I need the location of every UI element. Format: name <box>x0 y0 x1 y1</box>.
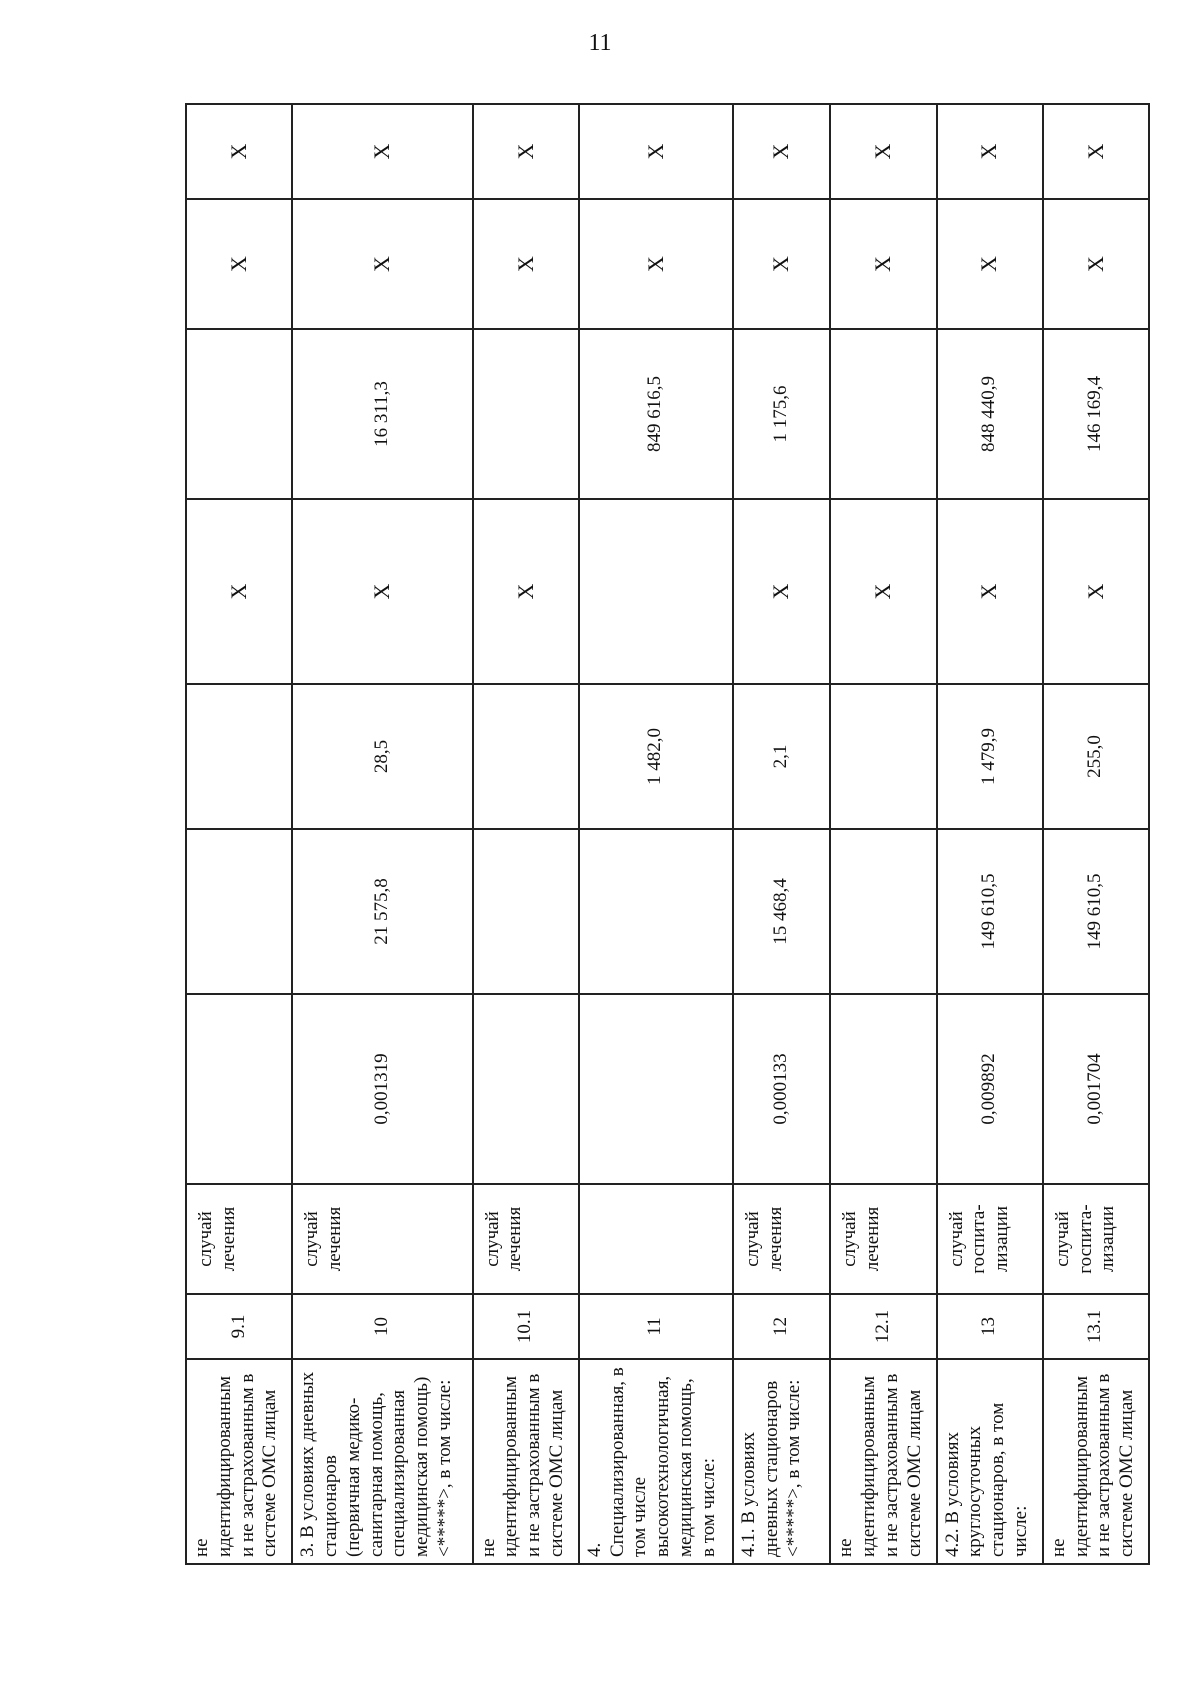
table-cell-total-budget <box>830 329 936 499</box>
table-cell-cost-per-unit <box>579 829 733 994</box>
table-cell-per-capita-budget: 2,1 <box>733 684 831 829</box>
table-cell-total-budget: 16 311,3 <box>292 329 472 499</box>
table-cell-total-budget <box>473 329 579 499</box>
table-cell-total-oms: X <box>579 199 733 329</box>
table-cell-total-budget: 146 169,4 <box>1043 329 1149 499</box>
table-cell-per-capita-oms: X <box>186 499 292 684</box>
table-cell-cost-per-unit: 21 575,8 <box>292 829 472 994</box>
table-cell-per-capita-oms: X <box>830 499 936 684</box>
table-cell-percent: X <box>292 104 472 199</box>
table-cell-name: 3. В условиях дневных стационаров (первичная медико-санитарная помощь, специализированная медицинская помощь) <*****>, в том числе: <box>292 1359 472 1564</box>
table-cell-cost-per-unit <box>186 829 292 994</box>
table-cell-name: 4. Специализированная, в том числе высокотехнологичная, медицинская помощь, в том числе: <box>579 1359 733 1564</box>
table-cell-percent: X <box>186 104 292 199</box>
table-cell-total-budget: 1 175,6 <box>733 329 831 499</box>
table-cell-volume-norm: 0,009892 <box>937 994 1043 1184</box>
table-cell-percent: X <box>1043 104 1149 199</box>
table-cell-name: не идентифицированным и не застрахованным в системе ОМС лицам <box>473 1359 579 1564</box>
financing-table <box>185 103 1150 1565</box>
table-cell-code: 10.1 <box>473 1294 579 1359</box>
table-cell-unit: случай лечения <box>186 1184 292 1294</box>
table-row <box>1043 104 1149 1564</box>
table-cell-code: 10 <box>292 1294 472 1359</box>
table-cell-per-capita-oms: X <box>1043 499 1149 684</box>
table-row <box>186 104 292 1564</box>
table-cell-total-oms: X <box>292 199 472 329</box>
table-cell-volume-norm <box>186 994 292 1184</box>
table-cell-total-oms: X <box>830 199 936 329</box>
table-cell-total-oms: X <box>937 199 1043 329</box>
table-cell-total-oms: X <box>733 199 831 329</box>
table-cell-name: 4.2. В условиях круглосуточных стационаров, в том числе: <box>937 1359 1043 1564</box>
table-cell-percent: X <box>473 104 579 199</box>
table-cell-per-capita-oms: X <box>733 499 831 684</box>
table-cell-name: 4.1. В условиях дневных стационаров <*****>, в том числе: <box>733 1359 831 1564</box>
table-cell-total-budget <box>186 329 292 499</box>
table-cell-total-oms: X <box>473 199 579 329</box>
table-cell-volume-norm <box>579 994 733 1184</box>
table-row <box>830 104 936 1564</box>
table-cell-per-capita-oms <box>579 499 733 684</box>
table-cell-unit <box>579 1184 733 1294</box>
table-cell-unit: случай лечения <box>473 1184 579 1294</box>
page-number: 11 <box>588 30 612 56</box>
table-cell-volume-norm: 0,001704 <box>1043 994 1149 1184</box>
table-cell-name: не идентифицированным и не застрахованным в системе ОМС лицам <box>1043 1359 1149 1564</box>
table-cell-cost-per-unit <box>830 829 936 994</box>
table-cell-per-capita-budget <box>186 684 292 829</box>
table-row <box>473 104 579 1564</box>
table-cell-percent: X <box>937 104 1043 199</box>
table-cell-unit: случай лечения <box>292 1184 472 1294</box>
table-cell-name: не идентифицированным и не застрахованным в системе ОМС лицам <box>830 1359 936 1564</box>
table-cell-code: 11 <box>579 1294 733 1359</box>
table-cell-per-capita-oms: X <box>292 499 472 684</box>
table-cell-per-capita-budget: 1 482,0 <box>579 684 733 829</box>
table-row <box>937 104 1043 1564</box>
table-cell-cost-per-unit: 149 610,5 <box>937 829 1043 994</box>
table-cell-name: не идентифицированным и не застрахованным в системе ОМС лицам <box>186 1359 292 1564</box>
table-cell-code: 13.1 <box>1043 1294 1149 1359</box>
table-cell-code: 9.1 <box>186 1294 292 1359</box>
table-cell-total-budget: 849 616,5 <box>579 329 733 499</box>
table-row <box>292 104 472 1564</box>
table-cell-volume-norm: 0,001319 <box>292 994 472 1184</box>
table-cell-percent: X <box>830 104 936 199</box>
table-cell-per-capita-budget <box>830 684 936 829</box>
table-cell-cost-per-unit <box>473 829 579 994</box>
table-cell-per-capita-budget <box>473 684 579 829</box>
table-cell-code: 13 <box>937 1294 1043 1359</box>
table-cell-code: 12.1 <box>830 1294 936 1359</box>
table-cell-percent: X <box>733 104 831 199</box>
table-cell-total-oms: X <box>186 199 292 329</box>
table-cell-unit: случай лечения <box>733 1184 831 1294</box>
table-row <box>733 104 831 1564</box>
table-cell-cost-per-unit: 149 610,5 <box>1043 829 1149 994</box>
table-cell-unit: случай госпита-лизации <box>1043 1184 1149 1294</box>
table-cell-code: 12 <box>733 1294 831 1359</box>
table-cell-per-capita-oms: X <box>937 499 1043 684</box>
table-cell-total-oms: X <box>1043 199 1149 329</box>
table-cell-volume-norm: 0,000133 <box>733 994 831 1184</box>
table-cell-cost-per-unit: 15 468,4 <box>733 829 831 994</box>
table-cell-per-capita-budget: 1 479,9 <box>937 684 1043 829</box>
table-row <box>579 104 733 1564</box>
table-cell-total-budget: 848 440,9 <box>937 329 1043 499</box>
table-cell-per-capita-budget: 255,0 <box>1043 684 1149 829</box>
table-cell-per-capita-budget: 28,5 <box>292 684 472 829</box>
table-cell-unit: случай госпита-лизации <box>937 1184 1043 1294</box>
table-cell-unit: случай лечения <box>830 1184 936 1294</box>
table-cell-volume-norm <box>473 994 579 1184</box>
table-cell-percent: X <box>579 104 733 199</box>
table-cell-per-capita-oms: X <box>473 499 579 684</box>
rotated-table-wrapper <box>185 105 1150 1565</box>
table-cell-volume-norm <box>830 994 936 1184</box>
